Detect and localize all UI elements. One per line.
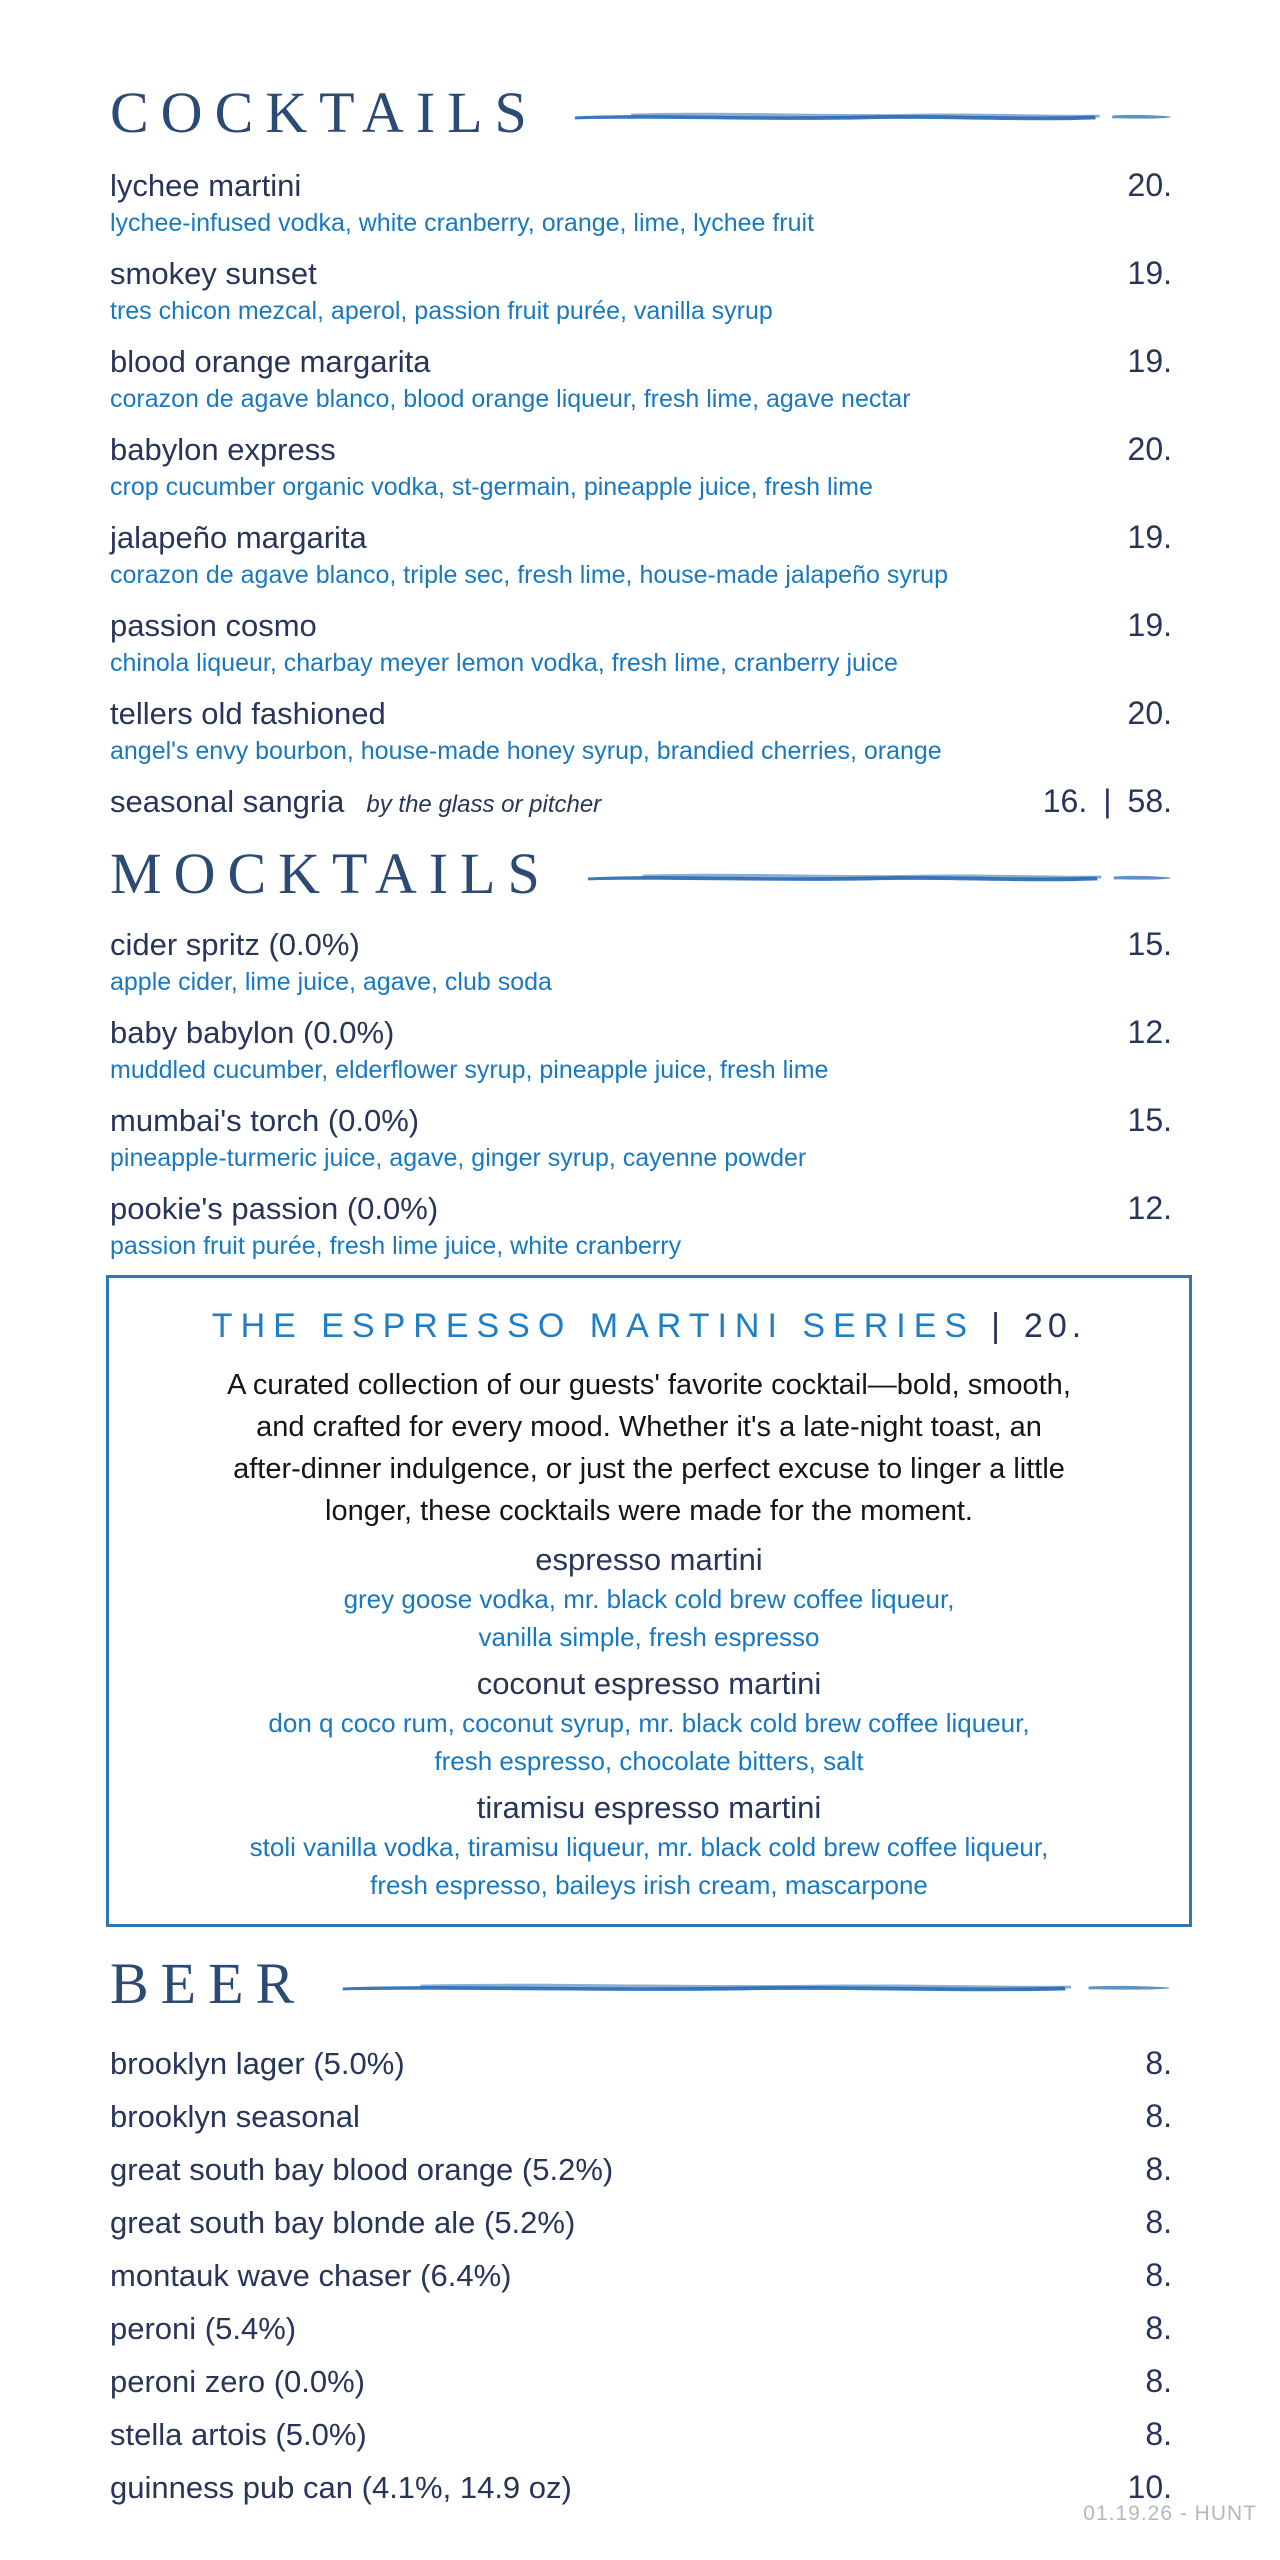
item-name: brooklyn seasonal <box>110 2099 360 2134</box>
series-item <box>139 1540 1159 1656</box>
item-name: montauk wave chaser (6.4%) <box>110 2258 512 2293</box>
menu-item <box>110 1187 1172 1263</box>
item-name: baby babylon (0.0%) <box>110 1015 395 1050</box>
menu-item <box>110 2143 1172 2196</box>
item-description: passion fruit purée, fresh lime juice, white cranberry <box>110 1232 682 1260</box>
menu-item <box>110 1011 1172 1087</box>
series-intro-line: A curated collection of our guests' favorite cocktail—bold, smooth, <box>227 1369 1071 1401</box>
item-price: 19. <box>1127 343 1172 379</box>
cocktails-heading <box>110 80 1172 145</box>
menu-item <box>110 428 1172 504</box>
item-name: jalapeño margarita <box>110 520 367 555</box>
glass-price: 16. <box>1042 783 1088 819</box>
section-mocktails <box>110 841 1172 1263</box>
item-price: 8. <box>1145 2310 1172 2346</box>
item-description: corazon de agave blanco, blood orange liqueur, fresh lime, agave nectar <box>110 385 911 413</box>
item-price: 8. <box>1145 2257 1172 2293</box>
menu-item <box>110 2090 1172 2143</box>
item-price: 15. <box>1127 1102 1172 1138</box>
series-price: 20. <box>1023 1307 1087 1345</box>
section-cocktails <box>110 80 1172 823</box>
menu-item <box>110 2302 1172 2355</box>
item-name: great south bay blonde ale (5.2%) <box>110 2205 576 2240</box>
item-name: tellers old fashioned <box>110 696 386 731</box>
item-name: peroni (5.4%) <box>110 2311 297 2346</box>
item-name-with-note <box>110 781 601 823</box>
series-intro-line: longer, these cocktails were made for the moment. <box>325 1495 973 1527</box>
description-line: vanilla simple, fresh espresso <box>478 1622 820 1652</box>
item-price: 12. <box>1127 1190 1172 1226</box>
menu-item <box>110 252 1172 328</box>
cocktails-title: COCKTAILS <box>110 80 539 145</box>
item-price: 8. <box>1145 2416 1172 2452</box>
series-intro-line: and crafted for every mood. Whether it's a late-night toast, an <box>256 1411 1042 1443</box>
menu-item <box>110 604 1172 680</box>
item-name: brooklyn lager (5.0%) <box>110 2046 405 2081</box>
item-description <box>139 1704 1159 1780</box>
series-title-text: THE ESPRESSO MARTINI SERIES <box>211 1307 976 1345</box>
description-line: stoli vanilla vodka, tiramisu liqueur, mr. black cold brew coffee liqueur, <box>249 1832 1049 1862</box>
item-description: corazon de agave blanco, triple sec, fresh lime, house-made jalapeño syrup <box>110 561 948 589</box>
beer-title: BEER <box>110 1951 307 2016</box>
brush-stroke-icon <box>586 869 1172 886</box>
item-name: passion cosmo <box>110 608 317 643</box>
menu-item <box>110 923 1172 999</box>
menu-item <box>110 340 1172 416</box>
item-description: muddled cucumber, elderflower syrup, pineapple juice, fresh lime <box>110 1056 829 1084</box>
item-price: 8. <box>1145 2151 1172 2187</box>
item-price: 8. <box>1145 2363 1172 2399</box>
footer-note: 01.19.26 - HUNT <box>1083 2502 1257 2525</box>
beer-heading <box>110 1951 1172 2016</box>
menu-item-seasonal-sangria <box>110 780 1172 823</box>
item-description: angel's envy bourbon, house-made honey syrup, brandied cherries, orange <box>110 737 942 765</box>
series-title-divider: | <box>991 1307 1008 1345</box>
mocktails-heading <box>110 841 1172 906</box>
menu-item <box>110 2408 1172 2461</box>
menu-content <box>110 0 1172 2514</box>
item-name: espresso martini <box>535 1542 763 1577</box>
menu-item <box>110 2461 1172 2514</box>
item-note: by the glass or pitcher <box>366 791 602 818</box>
description-line: fresh espresso, chocolate bitters, salt <box>434 1746 864 1776</box>
series-item <box>139 1788 1159 1904</box>
section-beer <box>110 1951 1172 2514</box>
item-name: pookie's passion (0.0%) <box>110 1191 439 1226</box>
description-line: fresh espresso, baileys irish cream, mascarpone <box>370 1870 928 1900</box>
item-name: guinness pub can (4.1%, 14.9 oz) <box>110 2470 572 2505</box>
menu-item <box>110 1099 1172 1175</box>
item-name: mumbai's torch (0.0%) <box>110 1103 420 1138</box>
menu-item <box>110 2196 1172 2249</box>
item-price: 8. <box>1145 2045 1172 2081</box>
mocktails-title: MOCKTAILS <box>110 841 552 906</box>
brush-stroke-icon <box>340 1979 1172 1996</box>
item-name: great south bay blood orange (5.2%) <box>110 2152 614 2187</box>
description-line: don q coco rum, coconut syrup, mr. black cold brew coffee liqueur, <box>268 1708 1030 1738</box>
item-price: 20. <box>1127 431 1172 467</box>
menu-item <box>110 692 1172 768</box>
item-name: seasonal sangria <box>110 784 345 819</box>
item-price: 15. <box>1127 926 1172 962</box>
item-description <box>139 1580 1159 1656</box>
item-name: smokey sunset <box>110 256 317 291</box>
espresso-martini-series-box <box>106 1275 1192 1927</box>
item-name: babylon express <box>110 432 336 467</box>
item-price: 19. <box>1127 607 1172 643</box>
item-name: coconut espresso martini <box>476 1666 822 1701</box>
item-description: chinola liqueur, charbay meyer lemon vodka, fresh lime, cranberry juice <box>110 649 898 677</box>
item-description: crop cucumber organic vodka, st-germain, pineapple juice, fresh lime <box>110 473 873 501</box>
item-price-dual <box>1043 780 1172 822</box>
item-price: 10. <box>1127 2469 1172 2505</box>
item-description: apple cider, lime juice, agave, club soda <box>110 968 552 996</box>
item-description: tres chicon mezcal, aperol, passion fruit purée, vanilla syrup <box>110 297 773 325</box>
series-title <box>139 1304 1159 1348</box>
item-price: 20. <box>1127 695 1172 731</box>
item-name: stella artois (5.0%) <box>110 2417 367 2452</box>
menu-item <box>110 164 1172 240</box>
item-price: 8. <box>1145 2098 1172 2134</box>
menu-item <box>110 2249 1172 2302</box>
item-price: 20. <box>1127 167 1172 203</box>
item-name: tiramisu espresso martini <box>476 1790 822 1825</box>
menu-item <box>110 2355 1172 2408</box>
menu-item <box>110 516 1172 592</box>
item-name: cider spritz (0.0%) <box>110 927 360 962</box>
item-price: 8. <box>1145 2204 1172 2240</box>
item-price: 19. <box>1127 255 1172 291</box>
item-name: lychee martini <box>110 168 302 203</box>
description-line: grey goose vodka, mr. black cold brew coffee liqueur, <box>343 1584 955 1614</box>
pitcher-price: 58. <box>1127 783 1172 819</box>
price-divider: | <box>1103 783 1112 819</box>
brush-stroke-icon <box>573 108 1172 125</box>
item-price: 12. <box>1127 1014 1172 1050</box>
series-intro-line: after-dinner indulgence, or just the perfect excuse to linger a little <box>233 1453 1065 1485</box>
series-item <box>139 1664 1159 1780</box>
item-description: pineapple-turmeric juice, agave, ginger syrup, cayenne powder <box>110 1144 807 1172</box>
item-name: peroni zero (0.0%) <box>110 2364 366 2399</box>
item-price: 19. <box>1127 519 1172 555</box>
item-description <box>139 1828 1159 1904</box>
series-intro <box>139 1364 1159 1532</box>
item-name: blood orange margarita <box>110 344 431 379</box>
menu-item <box>110 2037 1172 2090</box>
item-description: lychee-infused vodka, white cranberry, orange, lime, lychee fruit <box>110 209 815 237</box>
